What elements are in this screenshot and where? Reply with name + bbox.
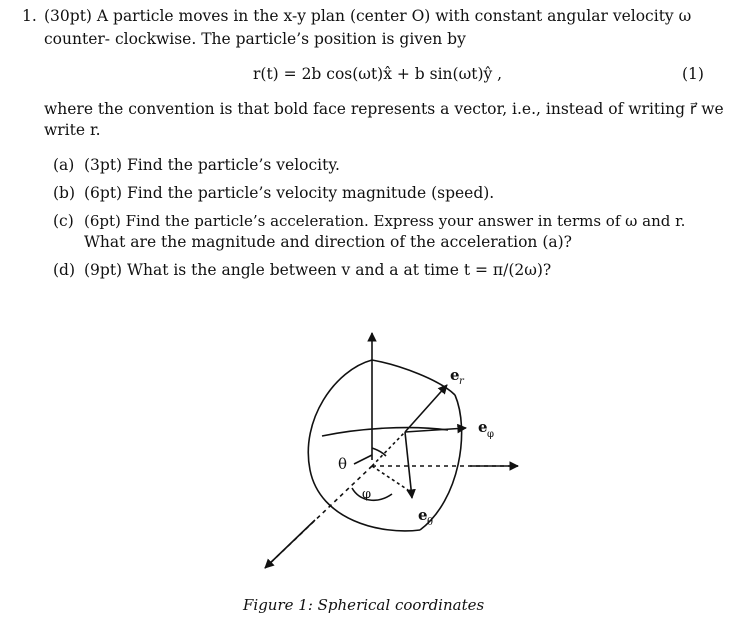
e-r-vector [405, 385, 447, 432]
problem-intro-line1: (30pt) A particle moves in the x-y plan (center O) with constant angular velocity ω [44, 7, 692, 25]
part-label: (a) [53, 156, 75, 174]
e-phi-subscript: φ [487, 429, 495, 440]
problem-number: 1. [22, 7, 37, 25]
part-text: (9pt) What is the angle between v and a at time t = π/(2ω)? [84, 261, 552, 279]
part-text: (6pt) Find the particle’s velocity magnitude (speed). [84, 184, 495, 202]
theta-label: θ [338, 455, 348, 473]
latitude-arc [322, 428, 448, 436]
e-theta-subscript: θ [427, 517, 434, 528]
part-label: (b) [53, 184, 76, 202]
position-equation: r(t) = 2b cos(ωt)x̂ + b sin(ωt)ŷ , [253, 65, 503, 83]
convention-line2: write r. [44, 121, 101, 139]
part-label: (d) [53, 261, 76, 279]
convention-line1: where the convention is that bold face represents a vector, i.e., instead of writing r⃗ we [44, 100, 724, 118]
equation-number: (1) [682, 65, 704, 83]
radius-line [372, 432, 405, 466]
e-r-label: e [450, 366, 460, 384]
part-text-continued: What are the magnitude and direction of the acceleration (a)? [84, 233, 572, 251]
e-theta-label: e [418, 506, 428, 524]
phi-arc [352, 488, 392, 500]
x-axis-arrow [265, 520, 315, 568]
theta-arc [372, 448, 386, 456]
octant-outer-arc [308, 360, 420, 531]
phi-label: φ [362, 487, 372, 502]
part-text: (6pt) Find the particle’s acceleration. Express your answer in terms of ω and r. [84, 212, 686, 230]
part-text: (3pt) Find the particle’s velocity. [84, 156, 340, 174]
part-label: (c) [53, 212, 74, 230]
e-theta-vector [405, 432, 412, 498]
e-r-subscript: r [459, 376, 464, 387]
figure-caption: Figure 1: Spherical coordinates [243, 596, 485, 614]
theta-pointer [354, 455, 372, 464]
projection-line [372, 466, 408, 490]
problem-intro-line2: counter- clockwise. The particle’s position is given by [44, 30, 466, 48]
e-phi-label: e [478, 418, 488, 436]
